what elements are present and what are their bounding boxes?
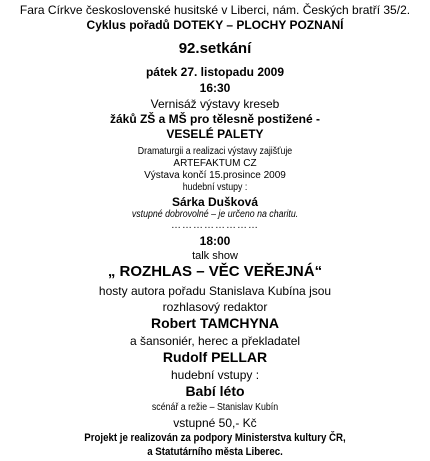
support-line-second: a Statutárního města Liberec. xyxy=(147,446,283,458)
credits-line: scénář a režie – Stanislav Kubín xyxy=(151,402,279,413)
guest-second: Rudolf PELLAR xyxy=(162,349,268,365)
talk-show-label: talk show xyxy=(192,250,238,262)
students-line: žáků ZŠ a MŠ pro tělesně postižené - xyxy=(109,112,321,126)
exhibition-title: VESELÉ PALETY xyxy=(166,127,264,141)
admission-price: vstupné 50,- Kč xyxy=(173,416,257,430)
second-time: 18:00 xyxy=(199,234,231,248)
exhibition-end: Výstava končí 15.prosince 2009 xyxy=(144,170,286,181)
edition-number: 92.setkání xyxy=(178,40,252,57)
venue-line: Fara Církve československé husitské v Liberci, nám. Českých bratří 35/2. xyxy=(19,3,411,17)
talk-show-title: „ ROZHLAS – VĚC VEŘEJNÁ“ xyxy=(107,263,323,280)
support-line-first: Projekt je realizován za podpory Ministerstva kultury ČR, xyxy=(84,432,346,444)
guest-first: Robert TAMCHYNA xyxy=(150,315,280,331)
vernissage-line: Vernisáž výstavy kreseb xyxy=(150,97,280,111)
admission-note: vstupné dobrovolné – je určeno na charitu. xyxy=(131,209,299,220)
host-line-second: rozhlasový redaktor xyxy=(162,300,268,314)
series-title: Cyklus pořadů DOTEKY – PLOCHY POZNANÍ xyxy=(86,18,344,32)
dramaturgy-line: Dramaturgii a realizaci výstavy zajišťuje xyxy=(137,146,293,157)
musician-second: Babí léto xyxy=(185,383,245,399)
music-label-second: hudební vstupy : xyxy=(170,368,260,382)
separator-dots: …………………… xyxy=(171,220,259,231)
event-date: pátek 27. listopadu 2009 xyxy=(145,65,285,79)
musician-first: Sárka Dušková xyxy=(171,195,259,209)
organizer-name: ARTEFAKTUM CZ xyxy=(173,158,257,169)
first-time: 16:30 xyxy=(199,81,231,95)
guest-second-role: a šansoniér, herec a překladatel xyxy=(129,334,301,348)
music-label-first: hudební vstupy : xyxy=(182,182,248,193)
host-line-first: hosty autora pořadu Stanislava Kubína jsou xyxy=(98,284,332,298)
